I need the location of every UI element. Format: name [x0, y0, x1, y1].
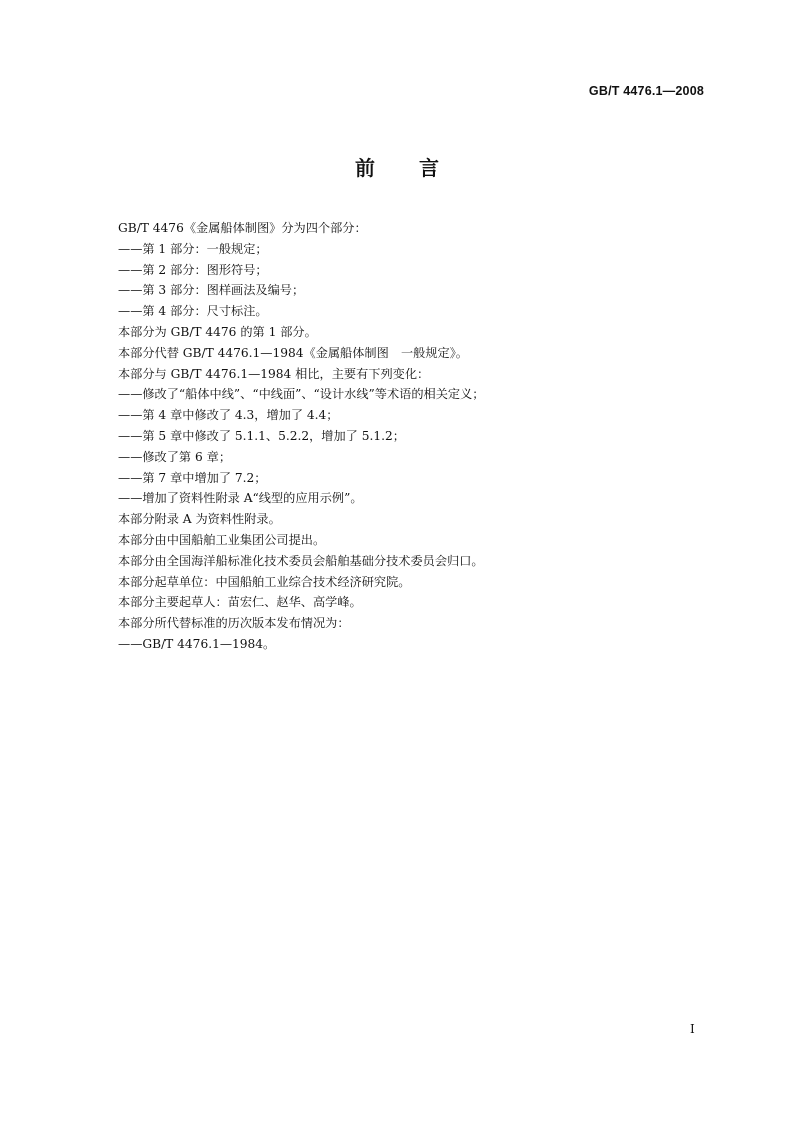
foreword-line: ——第 7 章中增加了 7.2；	[118, 470, 267, 485]
foreword-line: ——第 4 部分：尺寸标注。	[118, 304, 268, 319]
foreword-line: GB/T 4476《金属船体制图》分为四个部分：	[118, 221, 367, 235]
foreword-line: 本部分由中国船舶工业集团公司提出。	[118, 532, 326, 547]
foreword-line: ——增加了资料性附录 A“线型的应用示例”。	[118, 491, 363, 506]
foreword-line: 本部分所代替标准的历次版本发布情况为：	[118, 616, 350, 631]
foreword-line: ——第 1 部分：一般规定；	[118, 241, 268, 256]
foreword-line: ——第 2 部分：图形符号；	[118, 262, 268, 277]
page-title: 前言	[355, 156, 483, 180]
standard-number: GB/T 4476.1—2008	[588, 84, 704, 98]
foreword-line: ——第 4 章中修改了 4.3，增加了 4.4；	[118, 408, 339, 423]
foreword-line: 本部分与 GB/T 4476.1—1984 相比，主要有下列变化：	[118, 366, 430, 381]
foreword-line: ——GB/T 4476.1—1984。	[118, 636, 276, 651]
foreword-line: 本部分为 GB/T 4476 的第 1 部分。	[118, 324, 317, 339]
foreword-line: 本部分由全国海洋船标准化技术委员会船舶基础分技术委员会归口。	[118, 553, 484, 568]
page-number: I	[690, 1022, 695, 1036]
foreword-line: ——修改了第 6 章；	[118, 449, 232, 464]
foreword-line: 本部分代替 GB/T 4476.1—1984《金属船体制图 一般规定》。	[118, 345, 468, 360]
foreword-line: 本部分起草单位：中国船舶工业综合技术经济研究院。	[118, 574, 411, 589]
foreword-line: 本部分主要起草人：苗宏仁、赵华、高学峰。	[118, 595, 362, 610]
foreword-line: 本部分附录 A 为资料性附录。	[118, 512, 281, 527]
foreword-line: ——第 3 部分：图样画法及编号；	[118, 283, 305, 298]
foreword-body	[118, 218, 718, 655]
foreword-line: ——修改了“船体中线”、“中线面”、“设计水线”等术语的相关定义；	[118, 387, 485, 402]
foreword-line: ——第 5 章中修改了 5.1.1、5.2.2，增加了 5.1.2；	[118, 428, 405, 443]
